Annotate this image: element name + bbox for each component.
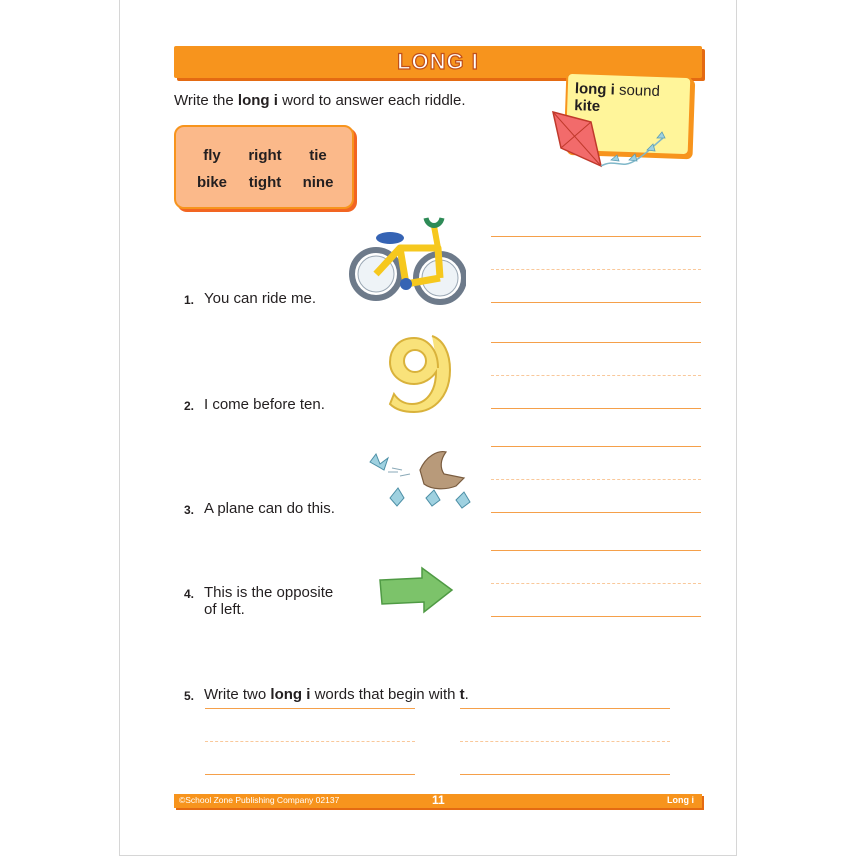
answer-line-base[interactable] — [491, 512, 701, 513]
number-nine-icon — [386, 334, 456, 414]
sound-label-rest: sound — [614, 81, 661, 101]
answer-line-base[interactable] — [491, 408, 701, 409]
word-bank — [174, 125, 354, 209]
word-bank-item: tight — [248, 174, 282, 191]
question-4-line2: of left. — [204, 601, 245, 618]
footer-section: Long i — [667, 795, 694, 805]
question-4-number: 4. — [184, 587, 195, 601]
right-arrow-icon — [378, 566, 454, 614]
word-bank-item: fly — [203, 147, 221, 164]
answer-line-top[interactable] — [205, 708, 415, 709]
answer-line-mid[interactable] — [205, 741, 415, 742]
answer-line-mid[interactable] — [491, 269, 701, 270]
answer-line-base[interactable] — [491, 616, 701, 617]
word-bank-item: tie — [309, 147, 327, 164]
sound-example: kite — [573, 97, 601, 116]
flying-birds-icon — [360, 448, 480, 518]
instructions-post: word to answer each riddle. — [277, 92, 466, 109]
instructions-bold: long i — [237, 92, 278, 109]
answer-line-mid[interactable] — [491, 583, 701, 584]
instructions-pre: Write the — [174, 92, 238, 109]
question-5-number: 5. — [184, 689, 195, 703]
page-number: 11 — [432, 793, 445, 807]
word-bank-item: bike — [196, 174, 227, 191]
question-3-text: A plane can do this. — [204, 500, 335, 517]
answer-line-top[interactable] — [491, 342, 701, 343]
q5-bold: long i — [270, 686, 311, 703]
answer-line-base[interactable] — [205, 774, 415, 775]
question-5-text — [204, 686, 469, 703]
question-2-number: 2. — [184, 399, 195, 413]
sound-label-bold: long i — [574, 80, 616, 99]
bicycle-icon — [348, 214, 466, 312]
answer-line-base[interactable] — [460, 774, 670, 775]
q5-pre: Write two — [204, 686, 271, 703]
answer-line-base[interactable] — [491, 302, 701, 303]
kite-icon — [551, 108, 681, 178]
question-4-line1: This is the opposite — [204, 584, 334, 601]
q5-bold2: t — [459, 686, 465, 703]
question-1-text: You can ride me. — [204, 290, 317, 307]
answer-line-mid[interactable] — [491, 479, 701, 480]
q5-mid: words that begin with — [310, 686, 460, 703]
answer-line-top[interactable] — [491, 236, 701, 237]
answer-line-top[interactable] — [491, 446, 701, 447]
instructions — [174, 92, 466, 109]
footer-bar — [174, 794, 702, 808]
question-4-text — [204, 584, 333, 618]
answer-line-mid[interactable] — [491, 375, 701, 376]
answer-line-mid[interactable] — [460, 741, 670, 742]
page-title: LONG I — [397, 49, 479, 74]
q5-post: . — [464, 686, 469, 703]
question-2-text: I come before ten. — [204, 396, 325, 413]
word-bank-item: right — [248, 147, 282, 164]
answer-line-top[interactable] — [460, 708, 670, 709]
footer-copyright: ©School Zone Publishing Company 02137 — [179, 795, 340, 805]
word-bank-item: nine — [302, 174, 334, 191]
answer-line-top[interactable] — [491, 550, 701, 551]
question-1-number: 1. — [184, 293, 195, 307]
question-3-number: 3. — [184, 503, 195, 517]
